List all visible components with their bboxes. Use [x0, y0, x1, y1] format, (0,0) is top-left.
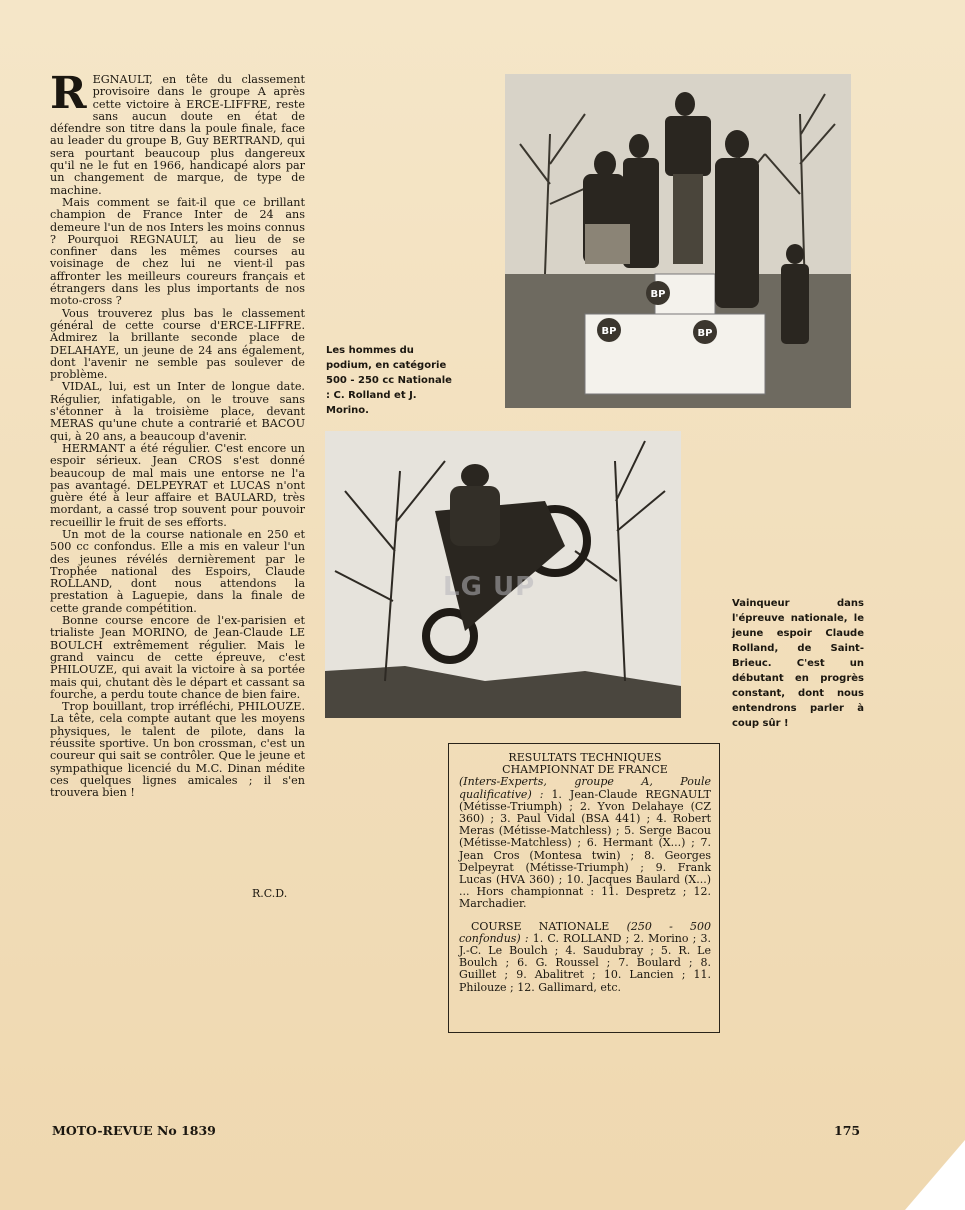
author-signature: R.C.D.	[252, 887, 288, 900]
magazine-footer: MOTO-REVUE No 1839	[52, 1123, 216, 1138]
national-title: COURSE NATIONALE	[471, 919, 610, 933]
article-paragraph-6: Un mot de la course nationale en 250 et 500 cc confondus. Elle a mis en valeur l'un des jeunes révélés dernièrement par le Trophée national des Espoirs, Claude ROLLAND, dont nous attendons la prestation à Laguepie, dans la finale de cette grande compétition.	[50, 527, 305, 615]
results-box	[448, 743, 720, 1033]
page-number: 175	[834, 1123, 861, 1138]
article-paragraph-5: HERMANT a été régulier. C'est encore un espoir sérieux. Jean CROS s'est donné beaucoup de mal mais une entorse ne l'a pas avantagé. DELPEYRAT et LUCAS n'ont guère été à leur affaire et BAULARD, très mordant, a cassé trop souvent pour pouvoir recueillir le fruit de ses efforts.	[50, 441, 305, 529]
results-title: RESULTATS TECHNIQUES	[508, 751, 662, 764]
podium-photo	[505, 74, 851, 408]
article-paragraph-7: Bonne course encore de l'ex-parisien et trialiste Jean MORINO, de Jean-Claude LE BOULCH extrêmement régulier. Mais le grand vaincu de cette épreuve, c'est PHILOUZE, qui avait la victoire à sa portée mais qui, chutant dès le départ et cassant sa fourche, a perdu toute chance de bien faire.	[50, 614, 305, 701]
article-paragraph-1: REGNAULT, en tête du classement provisoire dans le groupe A après cette victoire à ERCE-LIFFRE, reste sans aucun doute en état de défendre son titre dans la poule finale, face au leader du groupe B, Guy BERTRAND, qui sera pourtant beaucoup plus dangereux qu'il ne le fut en 1966, handicapé alors par un changement de marque, de type de machine.	[50, 68, 305, 197]
page-corner-curl	[905, 1140, 965, 1210]
article-paragraph-2: Mais comment se fait-il que ce brillant champion de France Inter de 24 ans demeure l'un de nos Inters les moins connus ? Pourquoi REGNAULT, au lieu de se confiner dans les mêmes courses au voisinage de chez lui ne vient-il pas affronter les meilleurs coureurs français et étrangers dans les plus importants de nos moto-cross ?	[50, 195, 305, 308]
winner-caption: Vainqueur dans l'épreuve nationale, le jeune espoir Claude Rolland, de Saint-Brieuc. C'est un débutant en progrès constant, dont nous entendrons parler à coup sûr !	[732, 598, 864, 729]
national-results: COURSE NATIONALE (250 - 500 confondus) : 1. C. ROLLAND ; 2. Morino ; 3. J.-C. Le Boulch ; 4. Saudubray ; 5. R. Le Boulch ; 6. G. Roussel ; 7. Boulard ; 8. Guillet ; 9. Abalitret ; 10. Lancien ; 11. Philouze ; 12. Gallimard, etc.	[459, 919, 712, 994]
podium-caption: Les hommes du podium, en catégorie 500 - 250 cc Nationale : C. Rolland et J. Morino.	[326, 345, 452, 416]
article-paragraph-4: VIDAL, lui, est un Inter de longue date. Régulier, infatigable, on le trouve sans s'étonner à la troisième place, devant MERAS qu'une chute a contrarié et BACOU qui, à 20 ans, a beaucoup d'avenir.	[50, 380, 305, 443]
championship-results: (Inters-Experts, groupe A, Poule qualificative) : 1. Jean-Claude REGNAULT (Métisse-Triumph) ; 2. Yvon Delahaye (CZ 360) ; 3. Paul Vidal (BSA 441) ; 4. Robert Meras (Métisse-Matchless) ; 5. Serge Bacou (Métisse-Matchless) ; 6. Hermant (X...) ; 7. Jean Cros (Montesa twin) ; 8. Georges Delpeyrat (Métisse-Triumph) ; 9. Frank Lucas (HVA 360) ; 10. Jacques Baulard (X...) ... Hors championnat : 11. Despretz ; 12. Marchadier.	[459, 775, 712, 911]
bp-logo-top: BP	[650, 289, 666, 300]
watermark-logo: LG UP	[443, 572, 536, 602]
drop-cap: R	[50, 68, 87, 119]
article-paragraph-8: Trop bouillant, trop irréfléchi, PHILOUZE. La tête, cela compte autant que les moyens physiques, le talent de pilote, dans la réussite sportive. Un bon crossman, c'est un coureur qui sait se contrôler. Que le jeune et sympathique licencié du M.C. Dinan médite ces quelques lignes amicales ; il s'en trouvera bien !	[50, 700, 305, 800]
results-subtitle: CHAMPIONNAT DE FRANCE	[502, 763, 668, 777]
article-paragraph-3: Vous trouverez plus bas le classement général de cette course d'ERCE-LIFFRE. Admirez la brillante seconde place de DELAHAYE, un jeune de 24 ans également, dont l'avenir ne semble pas soulever de problème.	[50, 306, 305, 382]
bp-logo-right: BP	[697, 328, 713, 339]
bp-logo-left: BP	[601, 326, 617, 337]
article-body	[50, 68, 305, 800]
